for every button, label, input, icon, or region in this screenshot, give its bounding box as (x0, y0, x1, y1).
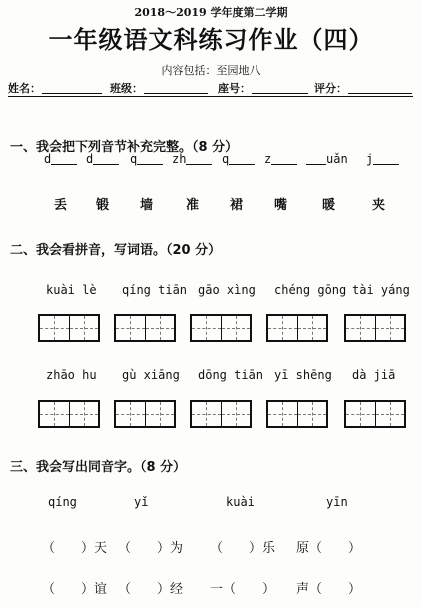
syllable-answer-blank[interactable] (93, 152, 119, 165)
syllable-blank (86, 152, 119, 166)
homophone-item (296, 537, 361, 556)
tianzige-cell[interactable] (376, 402, 405, 426)
tianzige-cell[interactable] (70, 402, 99, 426)
syllable-blank (306, 152, 348, 166)
tianzige-cell[interactable] (298, 402, 327, 426)
syllable-answer-blank[interactable] (137, 152, 163, 165)
name-field[interactable] (42, 93, 102, 94)
syllable-blank (366, 152, 399, 166)
word-pinyin: tài yáng (352, 283, 410, 297)
page-title: 一年级语文科练习作业（四） (48, 26, 374, 54)
class-label: 班级： (110, 82, 143, 95)
syllable-blank (130, 152, 163, 166)
school-year: 2018～2019 学年度第二学期 (134, 6, 288, 19)
syllable-blank (264, 152, 297, 166)
syllable-blank (44, 152, 77, 166)
score-field[interactable] (348, 93, 412, 94)
hint-character: 准 (186, 198, 200, 213)
syllable-answer-blank[interactable] (51, 152, 77, 165)
homophone-post: ）为 (157, 541, 184, 556)
tianzige-cell[interactable] (376, 316, 405, 340)
syllable-answer-blank[interactable] (373, 152, 399, 165)
word-pinyin: yī shēng (274, 368, 332, 382)
tianzige-grid[interactable] (114, 314, 176, 342)
tianzige-cell[interactable] (298, 316, 327, 340)
homophone-post: ）经 (157, 582, 184, 597)
tianzige-cell[interactable] (116, 402, 146, 426)
section-2-title: 二、我会看拼音，写词语。（20 分） (10, 243, 222, 258)
syllable-prefix: q (130, 152, 138, 166)
homophone-post: ） (262, 582, 276, 597)
homophone-pre: 原（ (296, 541, 323, 556)
homophone-pre: （ (42, 541, 56, 556)
tianzige-grid[interactable] (190, 314, 252, 342)
syllable-prefix: zh (172, 152, 187, 166)
syllable-blank (172, 152, 212, 166)
syllable-answer-blank[interactable] (186, 152, 212, 165)
homophone-pre: （ (118, 541, 132, 556)
content-scope: 内容包括：至园地八 (161, 64, 261, 77)
tianzige-cell[interactable] (268, 402, 298, 426)
word-pinyin: qíng tiān (122, 283, 188, 297)
hint-character: 丢 (54, 198, 68, 213)
tianzige-cell[interactable] (70, 316, 99, 340)
tianzige-cell[interactable] (222, 402, 251, 426)
tianzige-grid[interactable] (114, 400, 176, 428)
word-pinyin: gù xiāng (122, 368, 180, 382)
homophone-post: ） (348, 582, 362, 597)
syllable-blank (222, 152, 255, 166)
tianzige-cell[interactable] (222, 316, 251, 340)
homophone-post: ） (348, 541, 362, 556)
hint-character: 暖 (322, 198, 336, 213)
header-divider (8, 96, 413, 97)
word-pinyin: chéng gōng (274, 283, 347, 297)
homophone-post: ）天 (81, 541, 108, 556)
homophone-item (118, 578, 183, 597)
tianzige-cell[interactable] (268, 316, 298, 340)
seat-label: 座号： (218, 82, 251, 95)
syllable-prefix: d (86, 152, 94, 166)
homophone-item (210, 578, 275, 597)
homophone-item (210, 537, 275, 556)
tianzige-cell[interactable] (116, 316, 146, 340)
homophone-pre: （ (118, 582, 132, 597)
tianzige-cell[interactable] (192, 316, 222, 340)
tianzige-cell[interactable] (346, 402, 376, 426)
hint-character: 嘴 (274, 198, 288, 213)
homophone-pinyin: yīn (326, 495, 348, 509)
hint-character: 夹 (372, 198, 386, 213)
syllable-answer-blank[interactable] (271, 152, 297, 165)
homophone-item (296, 578, 361, 597)
score-label: 评分： (314, 82, 347, 95)
tianzige-grid[interactable] (266, 314, 328, 342)
tianzige-grid[interactable] (38, 400, 100, 428)
tianzige-grid[interactable] (190, 400, 252, 428)
homophone-pre: 一（ (210, 582, 237, 597)
hint-character: 锻 (96, 198, 110, 213)
word-pinyin: dōng tiān (198, 368, 264, 382)
syllable-answer-blank[interactable] (306, 152, 326, 165)
word-pinyin: zhāo hu (46, 368, 97, 382)
syllable-answer-blank[interactable] (229, 152, 255, 165)
word-pinyin: kuài lè (46, 283, 97, 297)
syllable-prefix: d (44, 152, 52, 166)
tianzige-grid[interactable] (38, 314, 100, 342)
hint-character: 墙 (140, 198, 154, 213)
homophone-item (118, 537, 183, 556)
homophone-post: ）乐 (249, 541, 276, 556)
homophone-item (42, 578, 107, 597)
tianzige-cell[interactable] (192, 402, 222, 426)
syllable-prefix: j (366, 152, 374, 166)
homophone-post: ）谊 (81, 582, 108, 597)
seat-field[interactable] (252, 93, 308, 94)
homophone-pre: （ (210, 541, 224, 556)
tianzige-cell[interactable] (346, 316, 376, 340)
tianzige-grid[interactable] (344, 400, 406, 428)
homophone-pinyin: yǐ (134, 495, 149, 509)
homophone-pre: （ (42, 582, 56, 597)
syllable-prefix: z (264, 152, 272, 166)
word-pinyin: dà jiā (352, 368, 396, 382)
section-3-title: 三、我会写出同音字。（8 分） (10, 460, 187, 475)
tianzige-cell[interactable] (40, 402, 70, 426)
name-label: 姓名： (8, 82, 41, 95)
homophone-pre: 声（ (296, 582, 323, 597)
tianzige-cell[interactable] (146, 316, 175, 340)
tianzige-grid[interactable] (266, 400, 328, 428)
tianzige-grid[interactable] (344, 314, 406, 342)
hint-character: 裙 (230, 198, 244, 213)
homophone-pinyin: qíng (48, 495, 77, 509)
homophone-item (42, 537, 107, 556)
word-pinyin: gāo xìng (198, 283, 256, 297)
student-info-row (8, 80, 413, 94)
class-field[interactable] (144, 93, 208, 94)
section-1-title: 一、我会把下列音节补充完整。（8 分） (10, 140, 239, 155)
homophone-pinyin: kuài (226, 495, 255, 509)
tianzige-cell[interactable] (40, 316, 70, 340)
syllable-suffix: uǎn (326, 152, 348, 166)
tianzige-cell[interactable] (146, 402, 175, 426)
syllable-prefix: q (222, 152, 230, 166)
